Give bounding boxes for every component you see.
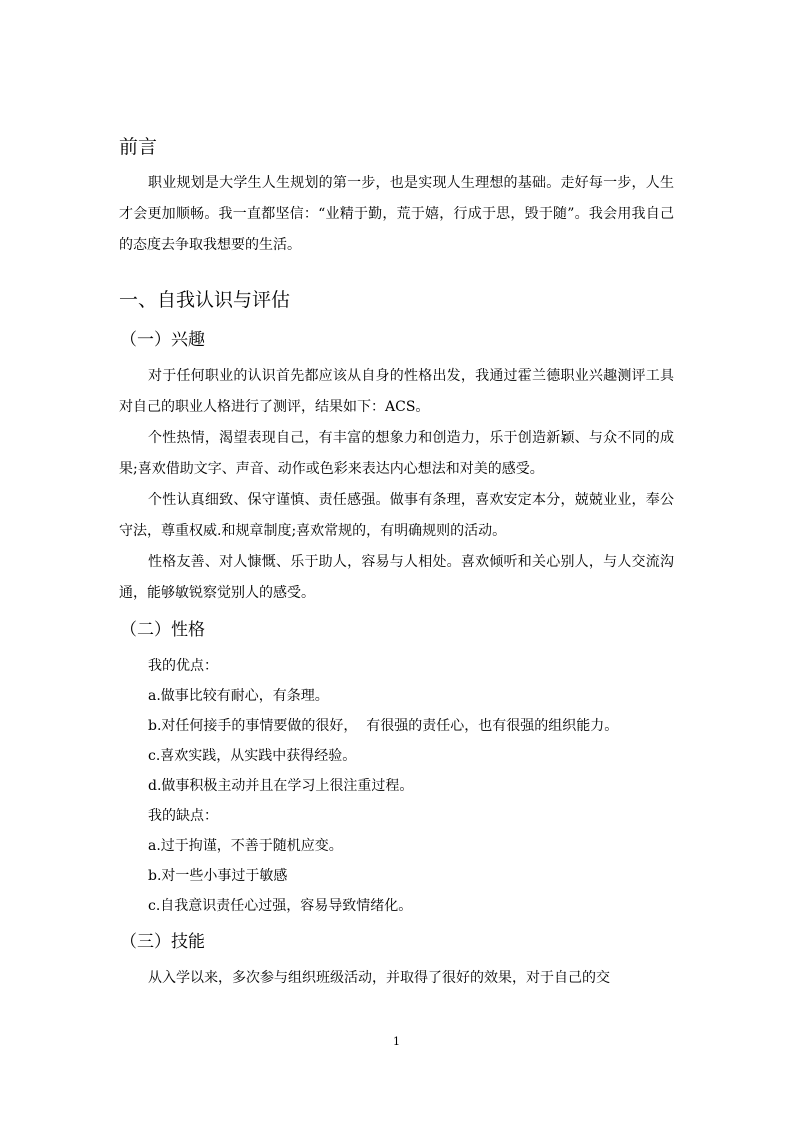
weakness-item: a.过于拘谨，不善于随机应变。	[148, 838, 343, 854]
strength-item: b.对任何接手的事情要做的很好， 有很强的责任心，也有很强的组织能力。	[148, 718, 619, 734]
document-body	[119, 132, 674, 994]
strength-item: a.做事比较有耐心，有条理。	[148, 688, 329, 704]
interest-paragraph: 个性认真细致、保守谨慎、责任感强。做事有条理，喜欢安定本分，兢兢业业，奉公守法，尊重权威.和规章制度;喜欢常规的，有明确规则的活动。	[119, 492, 674, 539]
preface-heading: 前言	[119, 136, 158, 158]
strength-item: d.做事积极主动并且在学习上很注重过程。	[148, 778, 414, 794]
skills-paragraph: 从入学以来，多次参与组织班级活动，并取得了很好的效果，对于自己的交	[148, 970, 610, 986]
interest-paragraph: 个性热情，渴望表现自己，有丰富的想象力和创造力，乐于创造新颖、与众不同的成果;喜欢借助文字、声音、动作或色彩来表达内心想法和对美的感受。	[119, 430, 674, 477]
interest-paragraph: 性格友善、对人慷慨、乐于助人，容易与人相处。喜欢倾听和关心别人，与人交流沟通，能够敏锐察觉别人的感受。	[119, 554, 674, 601]
interest-paragraph: 对于任何职业的认识首先都应该从自身的性格出发，我通过霍兰德职业兴趣测评工具对自己的职业人格进行了测评，结果如下：ACS。	[119, 368, 674, 415]
section-heading-self-assessment: 一、自我认识与评估	[119, 289, 291, 311]
page-number: 1	[393, 1035, 400, 1048]
weakness-item: b.对一些小事过于敏感	[148, 868, 288, 884]
subsection-heading-interest: （一）兴趣	[120, 330, 205, 350]
subsection-heading-personality: （二）性格	[120, 620, 205, 640]
strength-item: c.喜欢实践，从实践中获得经验。	[148, 748, 357, 764]
weaknesses-label: 我的缺点：	[148, 808, 218, 824]
subsection-heading-skills: （三）技能	[120, 932, 205, 952]
strengths-label: 我的优点：	[148, 658, 218, 674]
weakness-item: c.自我意识责任心过强，容易导致情绪化。	[148, 898, 413, 914]
preface-paragraph: 职业规划是大学生人生规划的第一步，也是实现人生理想的基础。走好每一步，人生才会更加顺畅。我一直都坚信：“业精于勤，荒于嬉，行成于思，毁于随”。我会用我自己的态度去争取我想要的生活。	[119, 175, 674, 253]
